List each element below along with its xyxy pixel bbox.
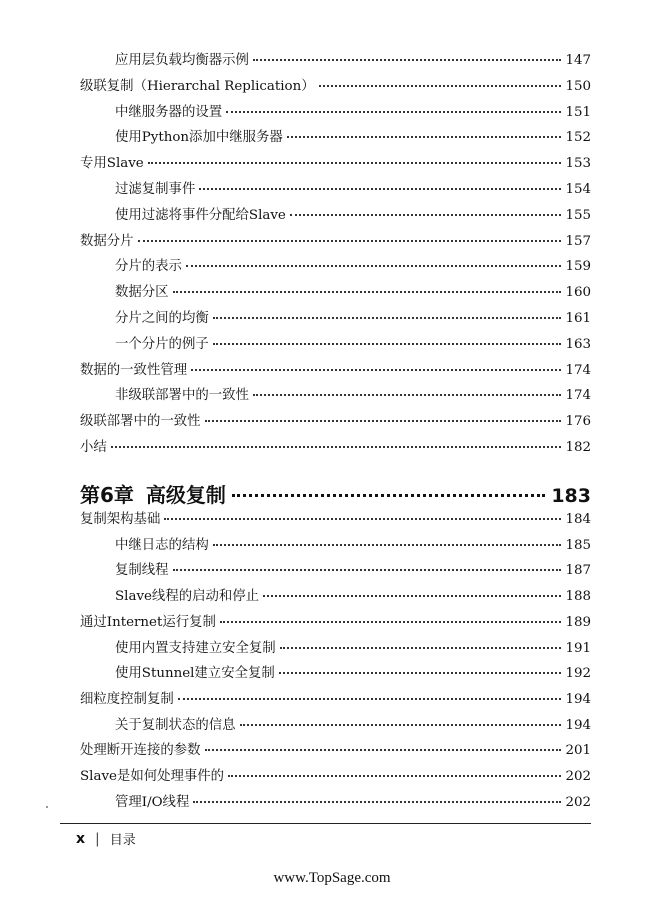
dot-leader	[173, 569, 562, 571]
toc-section-entry	[80, 413, 591, 431]
toc-subsection-entry	[115, 387, 591, 405]
dot-leader	[164, 518, 561, 520]
toc-subsection-entry	[115, 310, 591, 328]
dot-leader	[148, 162, 562, 164]
dot-leader	[319, 85, 562, 87]
toc-section-entry	[80, 362, 591, 380]
dot-leader	[173, 291, 562, 293]
toc-subsection-entry	[115, 129, 591, 147]
toc-entry-page-number: 155	[565, 207, 591, 223]
dot-leader	[191, 369, 561, 371]
toc-section-entry	[80, 155, 591, 173]
toc-entry-page-number: 194	[565, 717, 591, 733]
chapter-title: 高级复制	[145, 483, 226, 507]
toc-subsection-entry	[115, 794, 591, 812]
toc-entry-page-number: 188	[565, 589, 591, 605]
dot-leader	[240, 724, 562, 726]
dot-leader	[205, 420, 562, 422]
toc-entry-title: 细粒度控制复制	[80, 691, 174, 707]
toc-entry-page-number: 191	[565, 640, 591, 656]
dot-leader	[279, 672, 562, 674]
toc-entry-page-number: 189	[565, 614, 591, 630]
toc-subsection-entry	[115, 207, 591, 225]
toc-entry-page-number: 152	[565, 130, 591, 146]
toc-entry-title: 数据分区	[115, 285, 169, 301]
toc-entry-title: 复制线程	[115, 563, 169, 579]
toc-subsection-entry	[115, 258, 591, 276]
toc-entry-title: 中继日志的结构	[115, 537, 209, 553]
toc-entry-page-number: 184	[565, 512, 591, 527]
chapter-number: 第6章	[80, 483, 134, 507]
toc-entry-title: 使用Stunnel建立安全复制	[115, 666, 275, 682]
toc-subsection-entry	[115, 640, 591, 658]
toc-section-entry	[80, 511, 591, 529]
dot-leader	[253, 59, 562, 61]
toc-entry-title: 级联部署中的一致性	[80, 414, 201, 430]
toc-subsection-entry	[115, 588, 591, 606]
footer-separator: |	[95, 830, 100, 847]
dot-leader	[290, 214, 562, 216]
toc-entry-page-number: 201	[565, 743, 591, 759]
toc-entry-page-number: 194	[565, 691, 591, 707]
toc-section-entry	[80, 78, 591, 96]
dot-leader	[232, 494, 545, 497]
dot-leader	[178, 698, 562, 700]
toc-subsection-entry	[115, 284, 591, 302]
toc-entry-page-number: 160	[565, 285, 591, 301]
dot-leader	[111, 446, 562, 448]
chapter-page-number: 183	[551, 485, 591, 507]
toc-section-entry	[80, 439, 591, 457]
toc-entry-page-number: 163	[565, 336, 591, 352]
toc-entry-title: 分片之间的均衡	[115, 311, 209, 326]
toc-entry-page-number: 157	[565, 233, 591, 249]
toc-section-entry	[80, 614, 591, 632]
toc-entry-page-number: 192	[565, 666, 591, 682]
toc-subsection-entry	[115, 562, 591, 580]
toc-entry-page-number: 202	[565, 794, 591, 810]
toc-entry-title: 应用层负载均衡器示例	[115, 53, 249, 68]
toc-entry-page-number: 154	[565, 182, 591, 197]
chapter-heading	[80, 479, 591, 508]
dot-leader	[213, 317, 562, 319]
dot-leader	[205, 749, 562, 751]
dot-leader	[213, 544, 562, 546]
toc-subsection-entry	[115, 537, 591, 555]
toc-entry-title: 通过Internet运行复制	[80, 614, 216, 630]
toc-entry-title: 分片的表示	[115, 259, 182, 275]
toc-entry-title: 使用内置支持建立安全复制	[115, 640, 276, 656]
toc-entry-page-number: 174	[565, 362, 591, 378]
footer-page-number: x	[76, 830, 86, 847]
toc-subsection-entry	[115, 104, 591, 122]
toc-entry-page-number: 202	[565, 769, 591, 784]
toc-section-entry	[80, 233, 591, 251]
toc-subsection-entry	[115, 52, 591, 70]
toc-entry-title: Slave线程的启动和停止	[115, 589, 260, 605]
toc-subsection-entry	[115, 181, 591, 199]
toc-entry-page-number: 153	[565, 156, 591, 172]
toc-entry-title: 一个分片的例子	[115, 336, 209, 352]
dot-leader	[186, 265, 561, 267]
footer-section-label: 目录	[109, 833, 136, 848]
toc-entry-page-number: 150	[565, 78, 591, 94]
toc-entry-page-number: 174	[565, 388, 591, 404]
toc-entry-title: 处理断开连接的参数	[80, 743, 201, 759]
scan-speck	[46, 806, 48, 808]
toc-entry-page-number: 159	[565, 259, 591, 275]
dot-leader	[213, 343, 562, 345]
toc-entry-title: 使用过滤将事件分配给Slave	[115, 207, 286, 223]
dot-leader	[220, 621, 562, 623]
toc-entry-title: 关于复制状态的信息	[115, 717, 236, 733]
toc-entry-title: 专用Slave	[80, 156, 144, 172]
toc-entry-title: 过滤复制事件	[115, 182, 196, 197]
toc-entry-title: 非级联部署中的一致性	[115, 388, 249, 404]
dot-leader	[193, 801, 561, 803]
toc-entry-title: 管理I/O线程	[115, 794, 190, 810]
toc-subsection-entry	[115, 336, 591, 354]
toc-entry-title: 中继服务器的设置	[115, 104, 223, 120]
toc-entry-title: 复制架构基础	[80, 512, 161, 527]
toc-entry-page-number: 161	[565, 311, 591, 326]
footer-divider	[60, 823, 591, 824]
toc-subsection-entry	[115, 665, 591, 683]
toc-entry-page-number: 182	[565, 440, 591, 455]
page-footer	[76, 829, 136, 848]
toc-entry-page-number: 151	[565, 104, 591, 120]
toc-section-entry	[80, 768, 591, 786]
dot-leader	[228, 775, 561, 777]
toc-entry-title: 级联复制（Hierarchal Replication）	[80, 78, 315, 94]
dot-leader	[138, 240, 562, 242]
toc-entry-page-number: 185	[565, 537, 591, 553]
watermark-url: www.TopSage.com	[273, 870, 391, 886]
toc-entry-title: 小结	[80, 440, 107, 455]
toc-entry-title: Slave是如何处理事件的	[80, 769, 225, 784]
toc-entry-title: 数据分片	[80, 233, 134, 249]
toc-section-entry	[80, 742, 591, 760]
toc-section-entry	[80, 691, 591, 709]
toc-entry-page-number: 187	[565, 563, 591, 579]
toc-subsection-entry	[115, 717, 591, 735]
dot-leader	[287, 136, 562, 138]
dot-leader	[199, 188, 561, 190]
dot-leader	[226, 111, 561, 113]
dot-leader	[253, 394, 562, 396]
toc-entry-page-number: 176	[565, 414, 591, 430]
toc-entry-title: 使用Python添加中继服务器	[115, 130, 283, 146]
toc-entry-title: 数据的一致性管理	[80, 362, 188, 378]
toc-entry-page-number: 147	[565, 53, 591, 68]
dot-leader	[263, 595, 561, 597]
dot-leader	[280, 647, 562, 649]
